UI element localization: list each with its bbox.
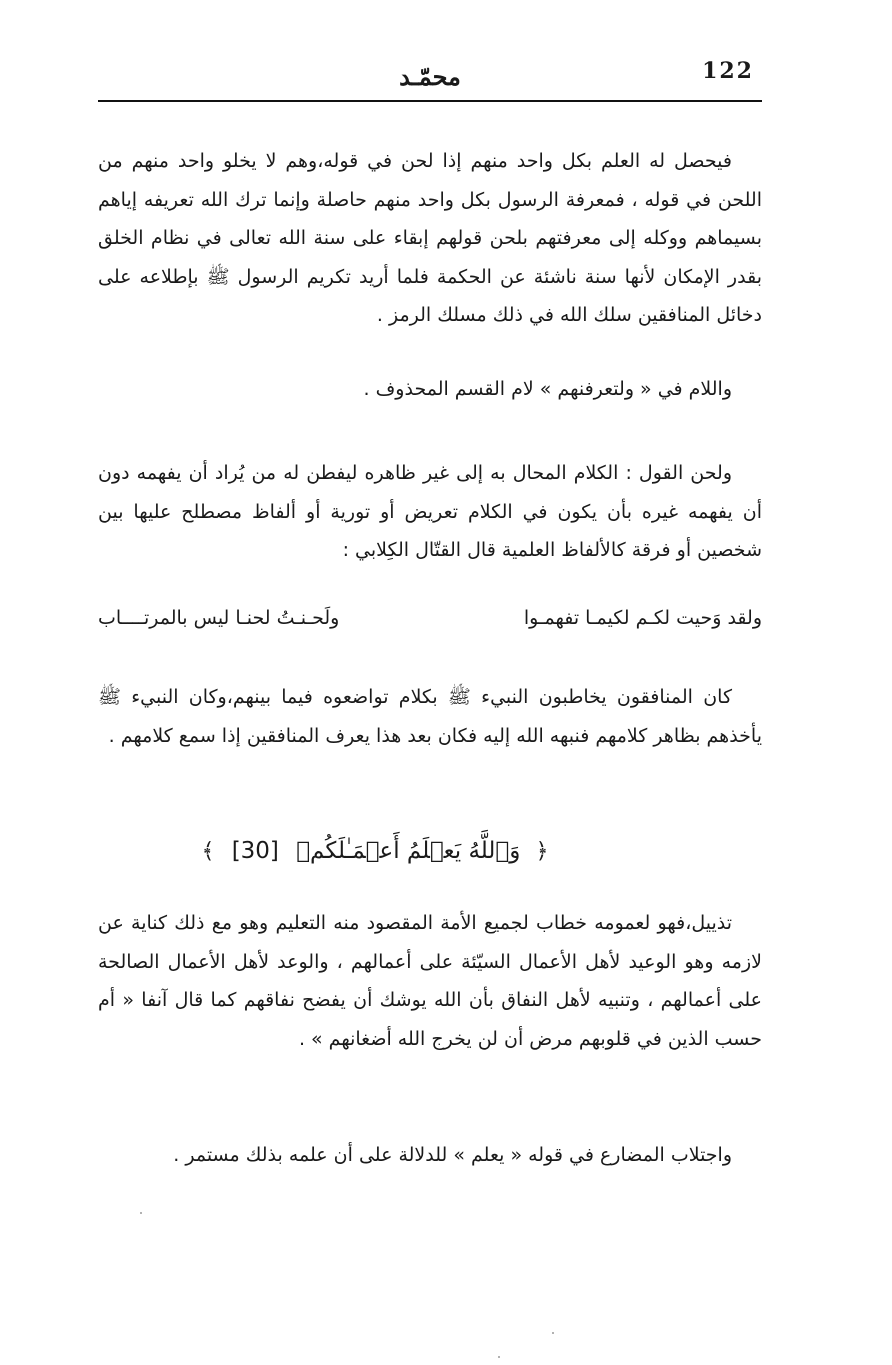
page-number: 122 <box>702 58 754 84</box>
poem-second-hemistich: ولَحـنـتُ لحنـا ليس بالمرتــــاب <box>98 607 340 629</box>
verse-text: وَٱللَّهُ يَعۡلَمُ أَعۡمَـٰلَكُمۡ <box>296 838 521 864</box>
scan-speck <box>552 1332 554 1334</box>
commentary-paragraph-1: تذييل،فهو لعمومه خطاب لجميع الأمة المقصود منه التعليم وهو مع ذلك كناية عن لازمه وهو الوعيد لأهل الأعمال السيّئة على أعمالهم ، والوعد لأهل الأعمال الصالحة على أعمالهم ، وتنبيه لأهل النفاق بأن الله يوشك أن يفضح نفاقهم كما قال آنفا « أم حسب الذين في قلوبهم مرض أن لن يخرج الله أضغانهم » . <box>98 912 762 1050</box>
poem-line <box>98 601 762 641</box>
paragraph-3: ولحن القول : الكلام المحال به إلى غير ظاهره ليفطن له من يُراد أن يفهمه دون أن يفهمه غيره بأن يكون في الكلام تعريض أو تورية أو ألفاظ مصطلح عليها بين شخصين أو فرقة كالألفاظ العلمية قال القتّال الكِلابي : <box>98 462 762 561</box>
paragraph-4: كان المنافقون يخاطبون النبيء ﷺ بكلام تواضعوه فيما بينهم،وكان النبيء ﷺ يأخذهم بظاهر كلامهم فنبهه الله إليه فكان بعد هذا يعرف المنافقين إذا سمع كلامهم . <box>98 686 762 747</box>
scan-speck <box>498 1356 500 1358</box>
paragraph-2: واللام في « ولتعرفنهم » لام القسم المحذوف . <box>363 378 732 400</box>
poem-first-hemistich: ولقد وَحيت لكـم لكيمـا تفهمـوا <box>523 607 762 629</box>
verse-open-ornament: ﴿ <box>535 839 549 864</box>
verse-number: [30] <box>231 838 279 864</box>
paragraph-1: فيحصل له العلم بكل واحد منهم إذا لحن في قوله،وهم لا يخلو واحد منهم من اللحن في قوله ، فمعرفة الرسول بكل واحد منهم حاصلة وإنما ترك الله تعريفه إياهم بسيماهم ووكله إلى معرفتهم بلحن قولهم إبقاء على سنة الله تعالى في نظام الخلق بقدر الإمكان لأنها سنة ناشئة عن الحكمة فلما أريد تكريم الرسول ﷺ بإطلاعه على دخائل المنافقين سلك الله في ذلك مسلك الرمز . <box>98 150 762 326</box>
header-rule <box>98 100 762 102</box>
scan-speck <box>140 1212 142 1214</box>
commentary-paragraph-2: واجتلاب المضارع في قوله « يعلم » للدلالة على أن علمه بذلك مستمر . <box>173 1144 732 1166</box>
running-title: محمّـد <box>399 62 461 91</box>
page-header <box>98 52 762 100</box>
verse-close-ornament: ﴾ <box>201 839 215 864</box>
quran-verse <box>98 832 762 882</box>
